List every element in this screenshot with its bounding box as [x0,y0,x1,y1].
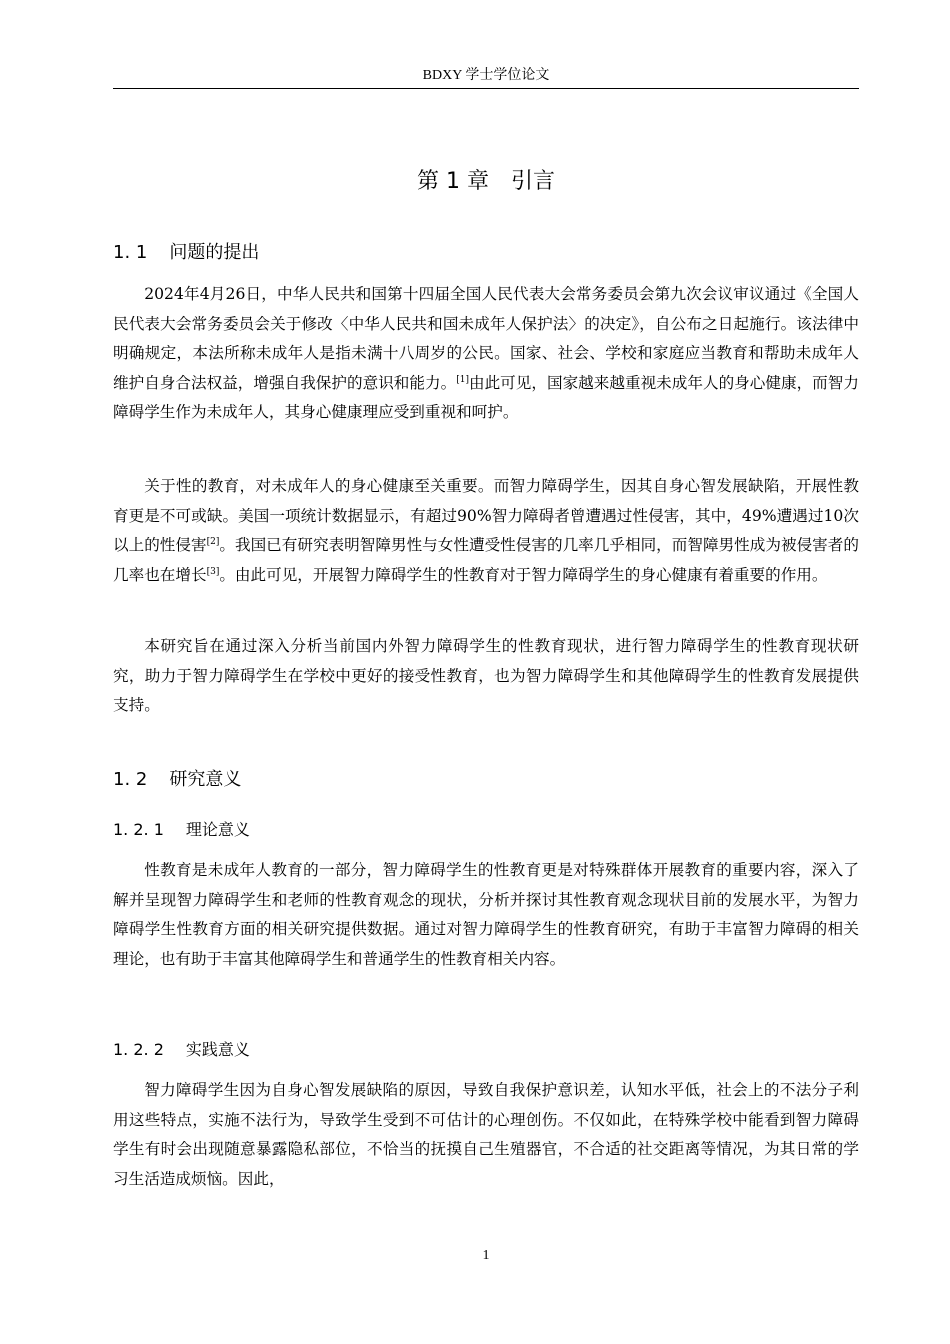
paragraph-2 [113,472,859,590]
paragraph-text: 本研究旨在通过深入分析当前国内外智力障碍学生的性教育现状，进行智力障碍学生的性教育现状研究，助力于智力障碍学生在学校中更好的接受性教育，也为智力障碍学生和其他障碍学生的性教育发展提供支持。 [113,637,859,714]
page-number: 1 [482,1248,490,1263]
section-title: 研究意义 [169,769,242,790]
section-number: 1. 1 [113,242,148,263]
citation-ref-3[interactable]: [3] [206,566,220,577]
paragraph-text: 2024年4月26日，中华人民共和国第十四届全国人民代表大会常务委员会第九次会议审议通过《全国人民代表大会常务委员会关于修改〈中华人民共和国未成年人保护法〉的决定》，自公布之日起施行。该法律中明确规定，本法所称未成年人是指未满十八周岁的公民。国家、社会、学校和家庭应当教育和帮助未成年人维护自身合法权益，增强自我保护的意识和能力。 [113,285,859,392]
paragraph-text: 性教育是未成年人教育的一部分，智力障碍学生的性教育更是对特殊群体开展教育的重要内容，深入了解并呈现智力障碍学生和老师的性教育观念的现状，分析并探讨其性教育观念现状目前的发展水平，为智力障碍学生性教育方面的相关研究提供数据。通过对智力障碍学生的性教育研究，有助于丰富智力障碍的相关理论，也有助于丰富其他障碍学生和普通学生的性教育相关内容。 [113,861,859,968]
paragraph-text: 。我国已有研究表明智障男性与女性遭受性侵害的几率几乎相同，而智障男性成为被侵害者的几率也在增长 [113,536,859,584]
subsection-number: 1. 2. 1 [113,820,164,839]
section-heading-1-1 [113,240,259,266]
paragraph-text: 关于性的教育，对未成年人的身心健康至关重要。而智力障碍学生，因其自身心智发展缺陷，开展性教育更是不可或缺。美国一项统计数据显示，有超过90%智力障碍者曾遭遇过性侵害，其中，49%遭遇过10次以上的性侵害 [113,477,859,554]
paragraph-4 [113,856,859,974]
paragraph-text: 智力障碍学生因为自身心智发展缺陷的原因，导致自我保护意识差，认知水平低，社会上的不法分子利用这些特点，实施不法行为，导致学生受到不可估计的心理创伤。不仅如此，在特殊学校中能看到智力障碍学生有时会出现随意暴露隐私部位，不恰当的抚摸自己生殖器官，不合适的社交距离等情况，为其日常的学习生活造成烦恼。因此， [113,1081,859,1188]
subsection-title: 理论意义 [185,820,250,839]
paragraph-text: 。由此可见，开展智力障碍学生的性教育对于智力障碍学生的身心健康有着重要的作用。 [219,565,828,584]
paragraph-1 [113,280,859,428]
paragraph-text: 由此可见，国家越来越重视未成年人的身心健康，而智力障碍学生作为未成年人，其身心健康理应受到重视和呵护。 [113,373,859,421]
citation-ref-2[interactable]: [2] [206,537,220,547]
section-number: 1. 2 [113,769,148,790]
running-header: BDXY 学士学位论文 [422,68,550,83]
paragraph-3 [113,632,859,721]
subsection-number: 1. 2. 2 [113,1040,164,1059]
subsection-heading-1-2-2 [113,1038,250,1062]
section-title: 问题的提出 [169,242,260,263]
paragraph-5 [113,1076,859,1194]
subsection-title: 实践意义 [185,1040,250,1059]
section-heading-1-2 [113,767,241,793]
chapter-title: 第 1 章 引言 [417,169,555,194]
header-rule [113,88,859,89]
subsection-heading-1-2-1 [113,818,250,842]
citation-ref-1[interactable]: [1] [456,374,469,385]
